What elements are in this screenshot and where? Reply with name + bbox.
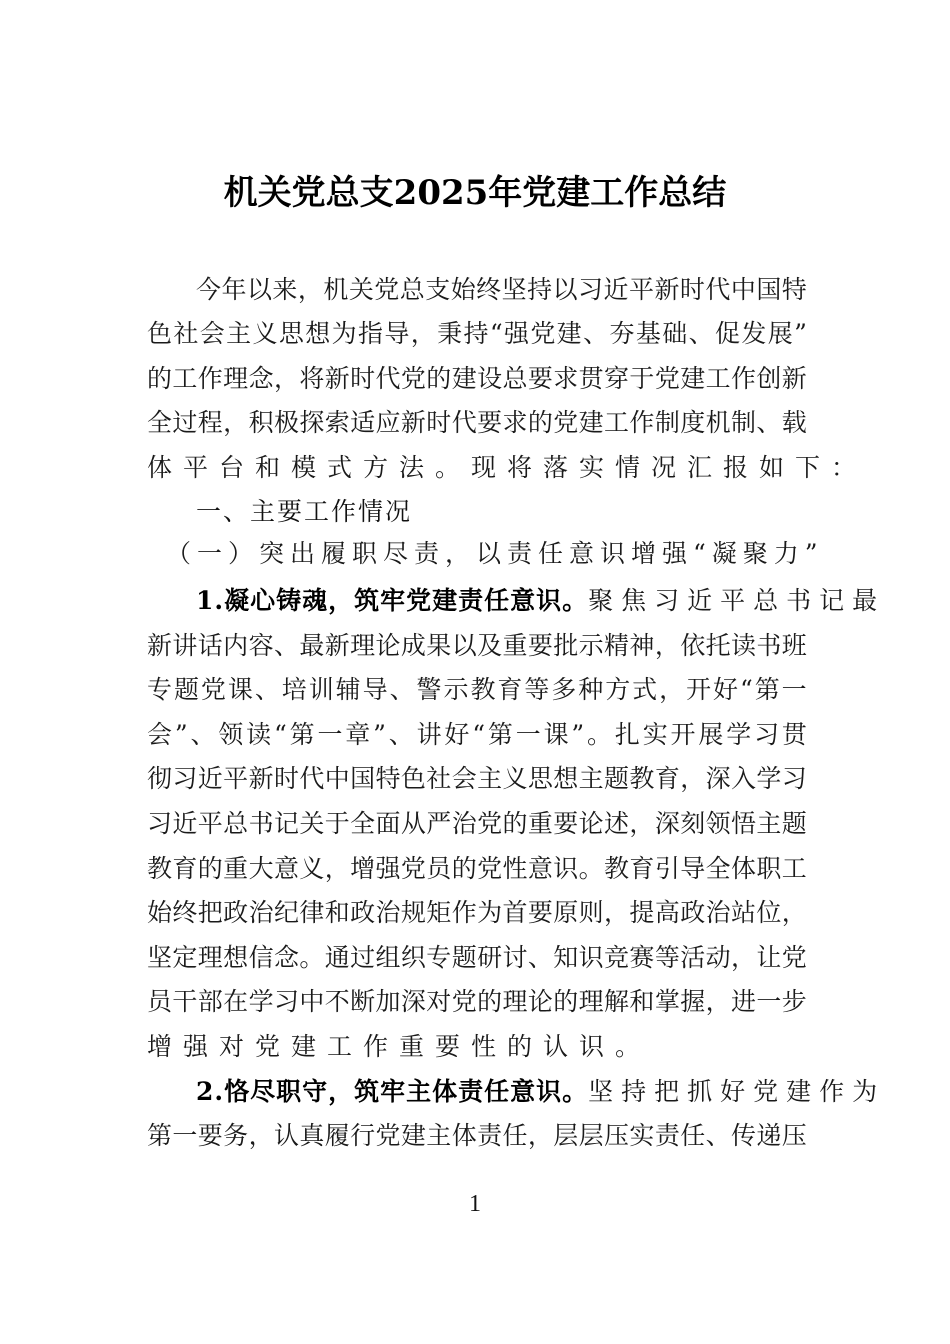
item1-line: 教 育 的 重 大 意 义 ， 增 强 党 员 的 党 性 意 识 。 教 育 引 导 全 体 职 工: [147, 854, 807, 883]
item1-line: 员 干 部 在 学 习 中 不 断 加 深 对 党 的 理 论 的 理 解 和 掌 握 ， 进 一 步: [147, 987, 807, 1016]
subsection-heading: （一）突出履职尽责，以责任意识增强“凝聚力”: [166, 539, 824, 568]
item1-line: 坚 定 理 想 信 念 。 通 过 组 织 专 题 研 讨 、 知 识 竞 赛 等 活 动 ， 让 党: [147, 943, 807, 972]
intro-line-1: 今 年 以 来 ， 机 关 党 总 支 始 终 坚 持 以 习 近 平 新 时 代 中 国 特: [196, 275, 807, 304]
item1-line: 专 题 党 课 、 培 训 辅 导 、 警 示 教 育 等 多 种 方 式 ， 开 好 “ 第 一: [147, 675, 807, 704]
item1-line: 增强对党建工作重要性的认识。: [147, 1032, 652, 1061]
item1-line: 始 终 把 政 治 纪 律 和 政 治 规 矩 作 为 首 要 原 则 ， 提 高 政 治 站 位 ，: [147, 898, 807, 927]
page-number: 1: [469, 1191, 481, 1217]
item1-line: 习 近 平 总 书 记 关 于 全 面 从 严 治 党 的 重 要 论 述 ， 深 刻 领 悟 主 题: [147, 809, 807, 838]
intro-line-2: 色 社 会 主 义 思 想 为 指 导 ， 秉 持 “ 强 党 建 、 夯 基 础 、 促 发 展 ”: [147, 319, 807, 348]
item1-bold-lead: 1.凝心铸魂，筑牢党建责任意识。: [196, 586, 589, 615]
item2-bold-lead: 2.恪尽职守，筑牢主体责任意识。: [196, 1077, 589, 1106]
item1-line: 新 讲 话 内 容 、 最 新 理 论 成 果 以 及 重 要 批 示 精 神 ， 依 托 读 书 班: [147, 631, 807, 660]
item2-first-line-rest: 坚持把抓好党建作为: [588, 1077, 886, 1106]
intro-line-3: 的 工 作 理 念 ， 将 新 时 代 党 的 建 设 总 要 求 贯 穿 于 党 建 工 作 创 新: [147, 364, 807, 393]
section-heading: 一、主要工作情况: [196, 497, 413, 526]
item1-first-line-rest: 聚焦习近平总书记最: [588, 586, 886, 615]
item1-first-line: [196, 579, 886, 623]
intro-line-5: 体平台和模式方法。现将落实情况汇报如下：: [147, 453, 868, 482]
item1-line: 会 ” 、 领 读 “ 第 一 章 ” 、 讲 好 “ 第 一 课 ” 。 扎 实 开 展 学 习 贯: [147, 720, 807, 749]
item1-line: 彻 习 近 平 新 时 代 中 国 特 色 社 会 主 义 思 想 主 题 教 育 ， 深 入 学 习: [147, 764, 807, 793]
item2-first-line: [196, 1070, 886, 1114]
item2-line: 第 一 要 务 ， 认 真 履 行 党 建 主 体 责 任 ， 层 层 压 实 责 任 、 传 递 压: [147, 1121, 807, 1150]
intro-line-4: 全 过 程 ， 积 极 探 索 适 应 新 时 代 要 求 的 党 建 工 作 制 度 机 制 、 载: [147, 408, 807, 437]
document-title: 机关党总支2025年党建工作总结: [223, 173, 727, 213]
